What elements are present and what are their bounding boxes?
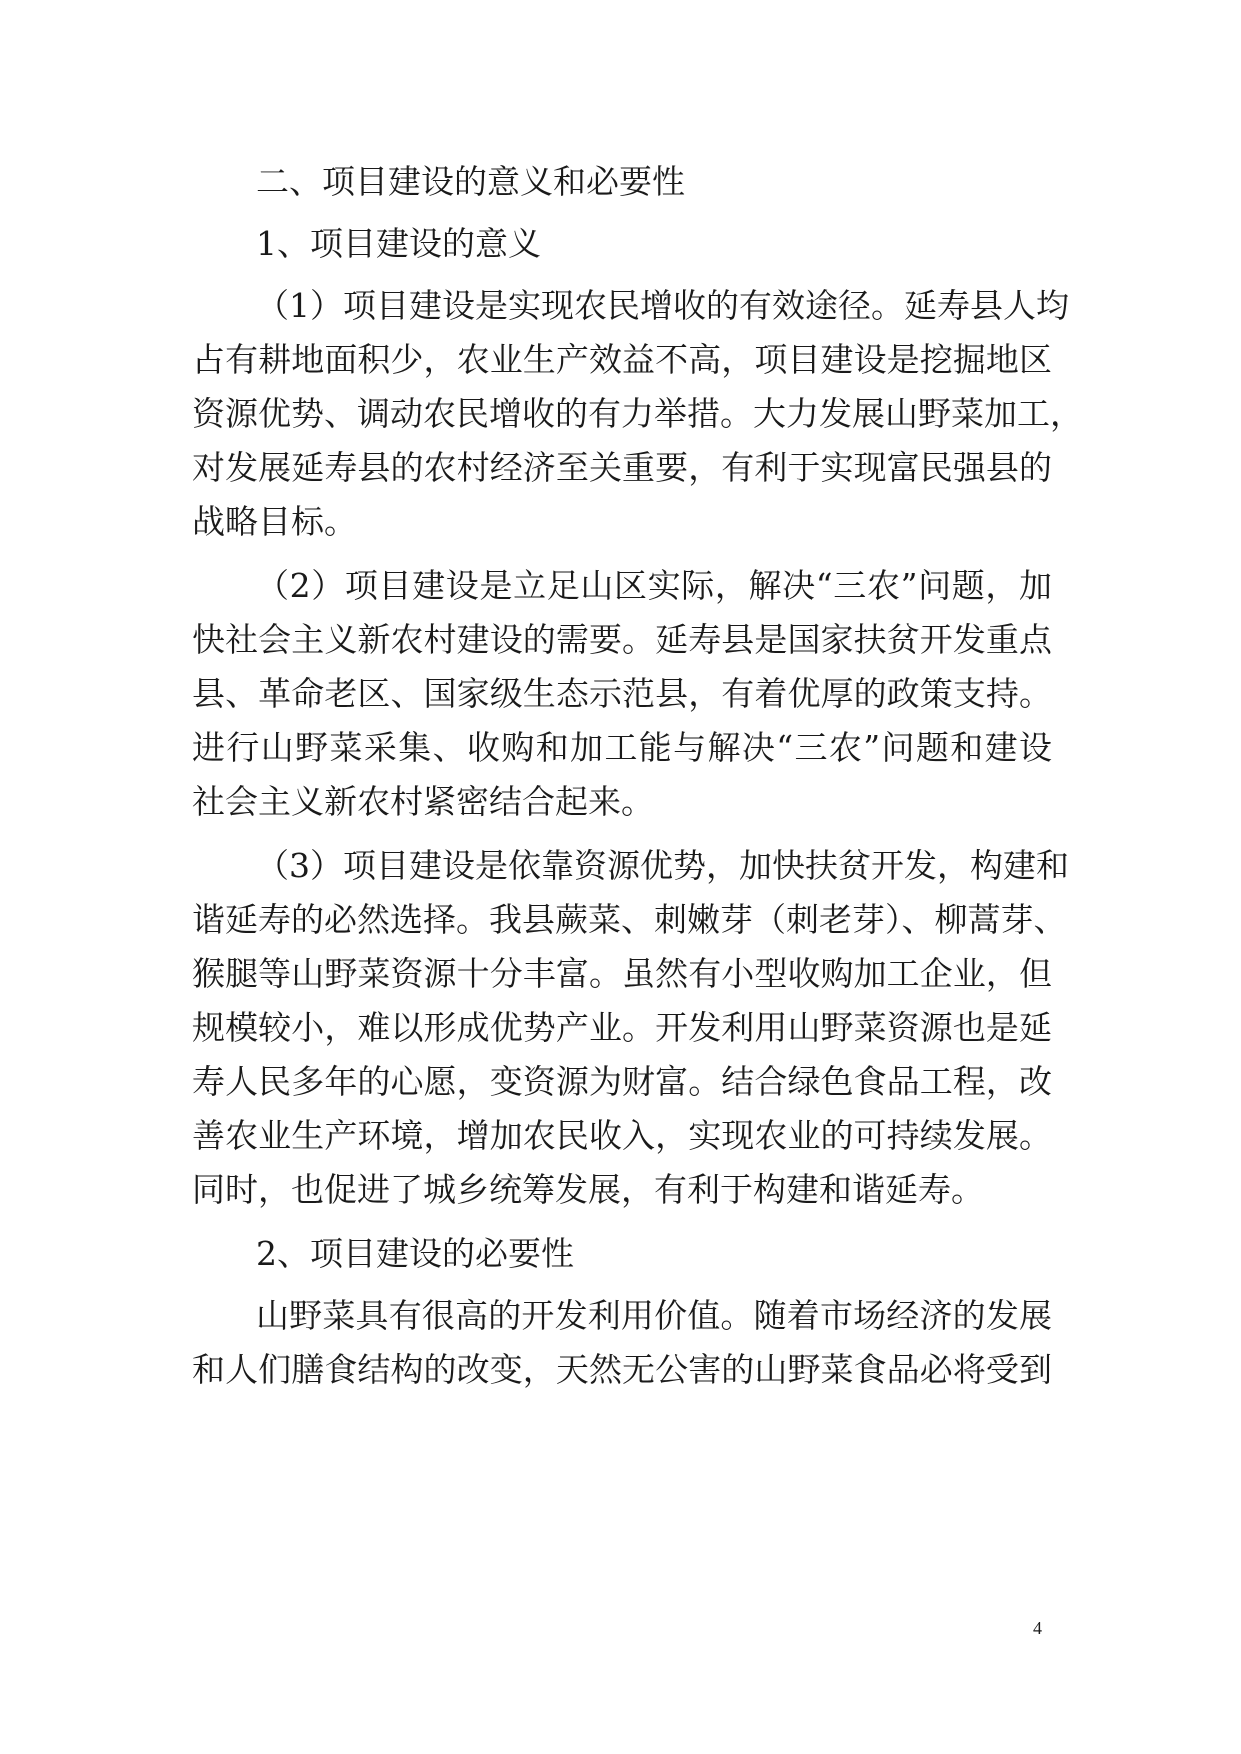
paragraph-line: 战略目标。 (192, 502, 357, 541)
subsection-heading-significance: 1、项目建设的意义 (256, 224, 541, 263)
paragraph-line: 山野菜具有很高的开发利用价值。随着市场经济的发展 (256, 1296, 1052, 1335)
paragraph-line: 资源优势、调动农民增收的有力举措。大力发展山野菜加工， (192, 394, 1083, 433)
paragraph-line: （3）项目建设是依靠资源优势，加快扶贫开发，构建和 (256, 846, 1069, 885)
paragraph-line: 社会主义新农村紧密结合起来。 (192, 782, 654, 821)
paragraph-line: 快社会主义新农村建设的需要。延寿县是国家扶贫开发重点 (192, 620, 1052, 659)
paragraph-line: 县、革命老区、国家级生态示范县，有着优厚的政策支持。 (192, 674, 1052, 713)
paragraph-line: 同时，也促进了城乡统筹发展，有利于构建和谐延寿。 (192, 1170, 984, 1209)
paragraph-line: （2）项目建设是立足山区实际，解决“三农”问题，加 (256, 566, 1052, 605)
page-number: 4 (1033, 1618, 1042, 1638)
subsection-heading-necessity: 2、项目建设的必要性 (256, 1234, 574, 1273)
paragraph-line: 善农业生产环境，增加农民收入，实现农业的可持续发展。 (192, 1116, 1052, 1155)
section-heading: 二、项目建设的意义和必要性 (256, 162, 685, 201)
paragraph-line: 规模较小，难以形成优势产业。开发利用山野菜资源也是延 (192, 1008, 1052, 1047)
paragraph-line: 寿人民多年的心愿，变资源为财富。结合绿色食品工程，改 (192, 1062, 1052, 1101)
paragraph-line: 谐延寿的必然选择。我县蕨菜、刺嫩芽（刺老芽）、柳蒿芽、 (192, 900, 1067, 939)
paragraph-line: 对发展延寿县的农村经济至关重要，有利于实现富民强县的 (192, 448, 1052, 487)
paragraph-line: （1）项目建设是实现农民增收的有效途径。延寿县人均 (256, 286, 1069, 325)
paragraph-line: 进行山野菜采集、收购和加工能与解决“三农”问题和建设 (192, 728, 1052, 767)
paragraph-line: 和人们膳食结构的改变，天然无公害的山野菜食品必将受到 (192, 1350, 1052, 1389)
paragraph-line: 猴腿等山野菜资源十分丰富。虽然有小型收购加工企业，但 (192, 954, 1052, 993)
paragraph-line: 占有耕地面积少，农业生产效益不高，项目建设是挖掘地区 (192, 340, 1052, 379)
